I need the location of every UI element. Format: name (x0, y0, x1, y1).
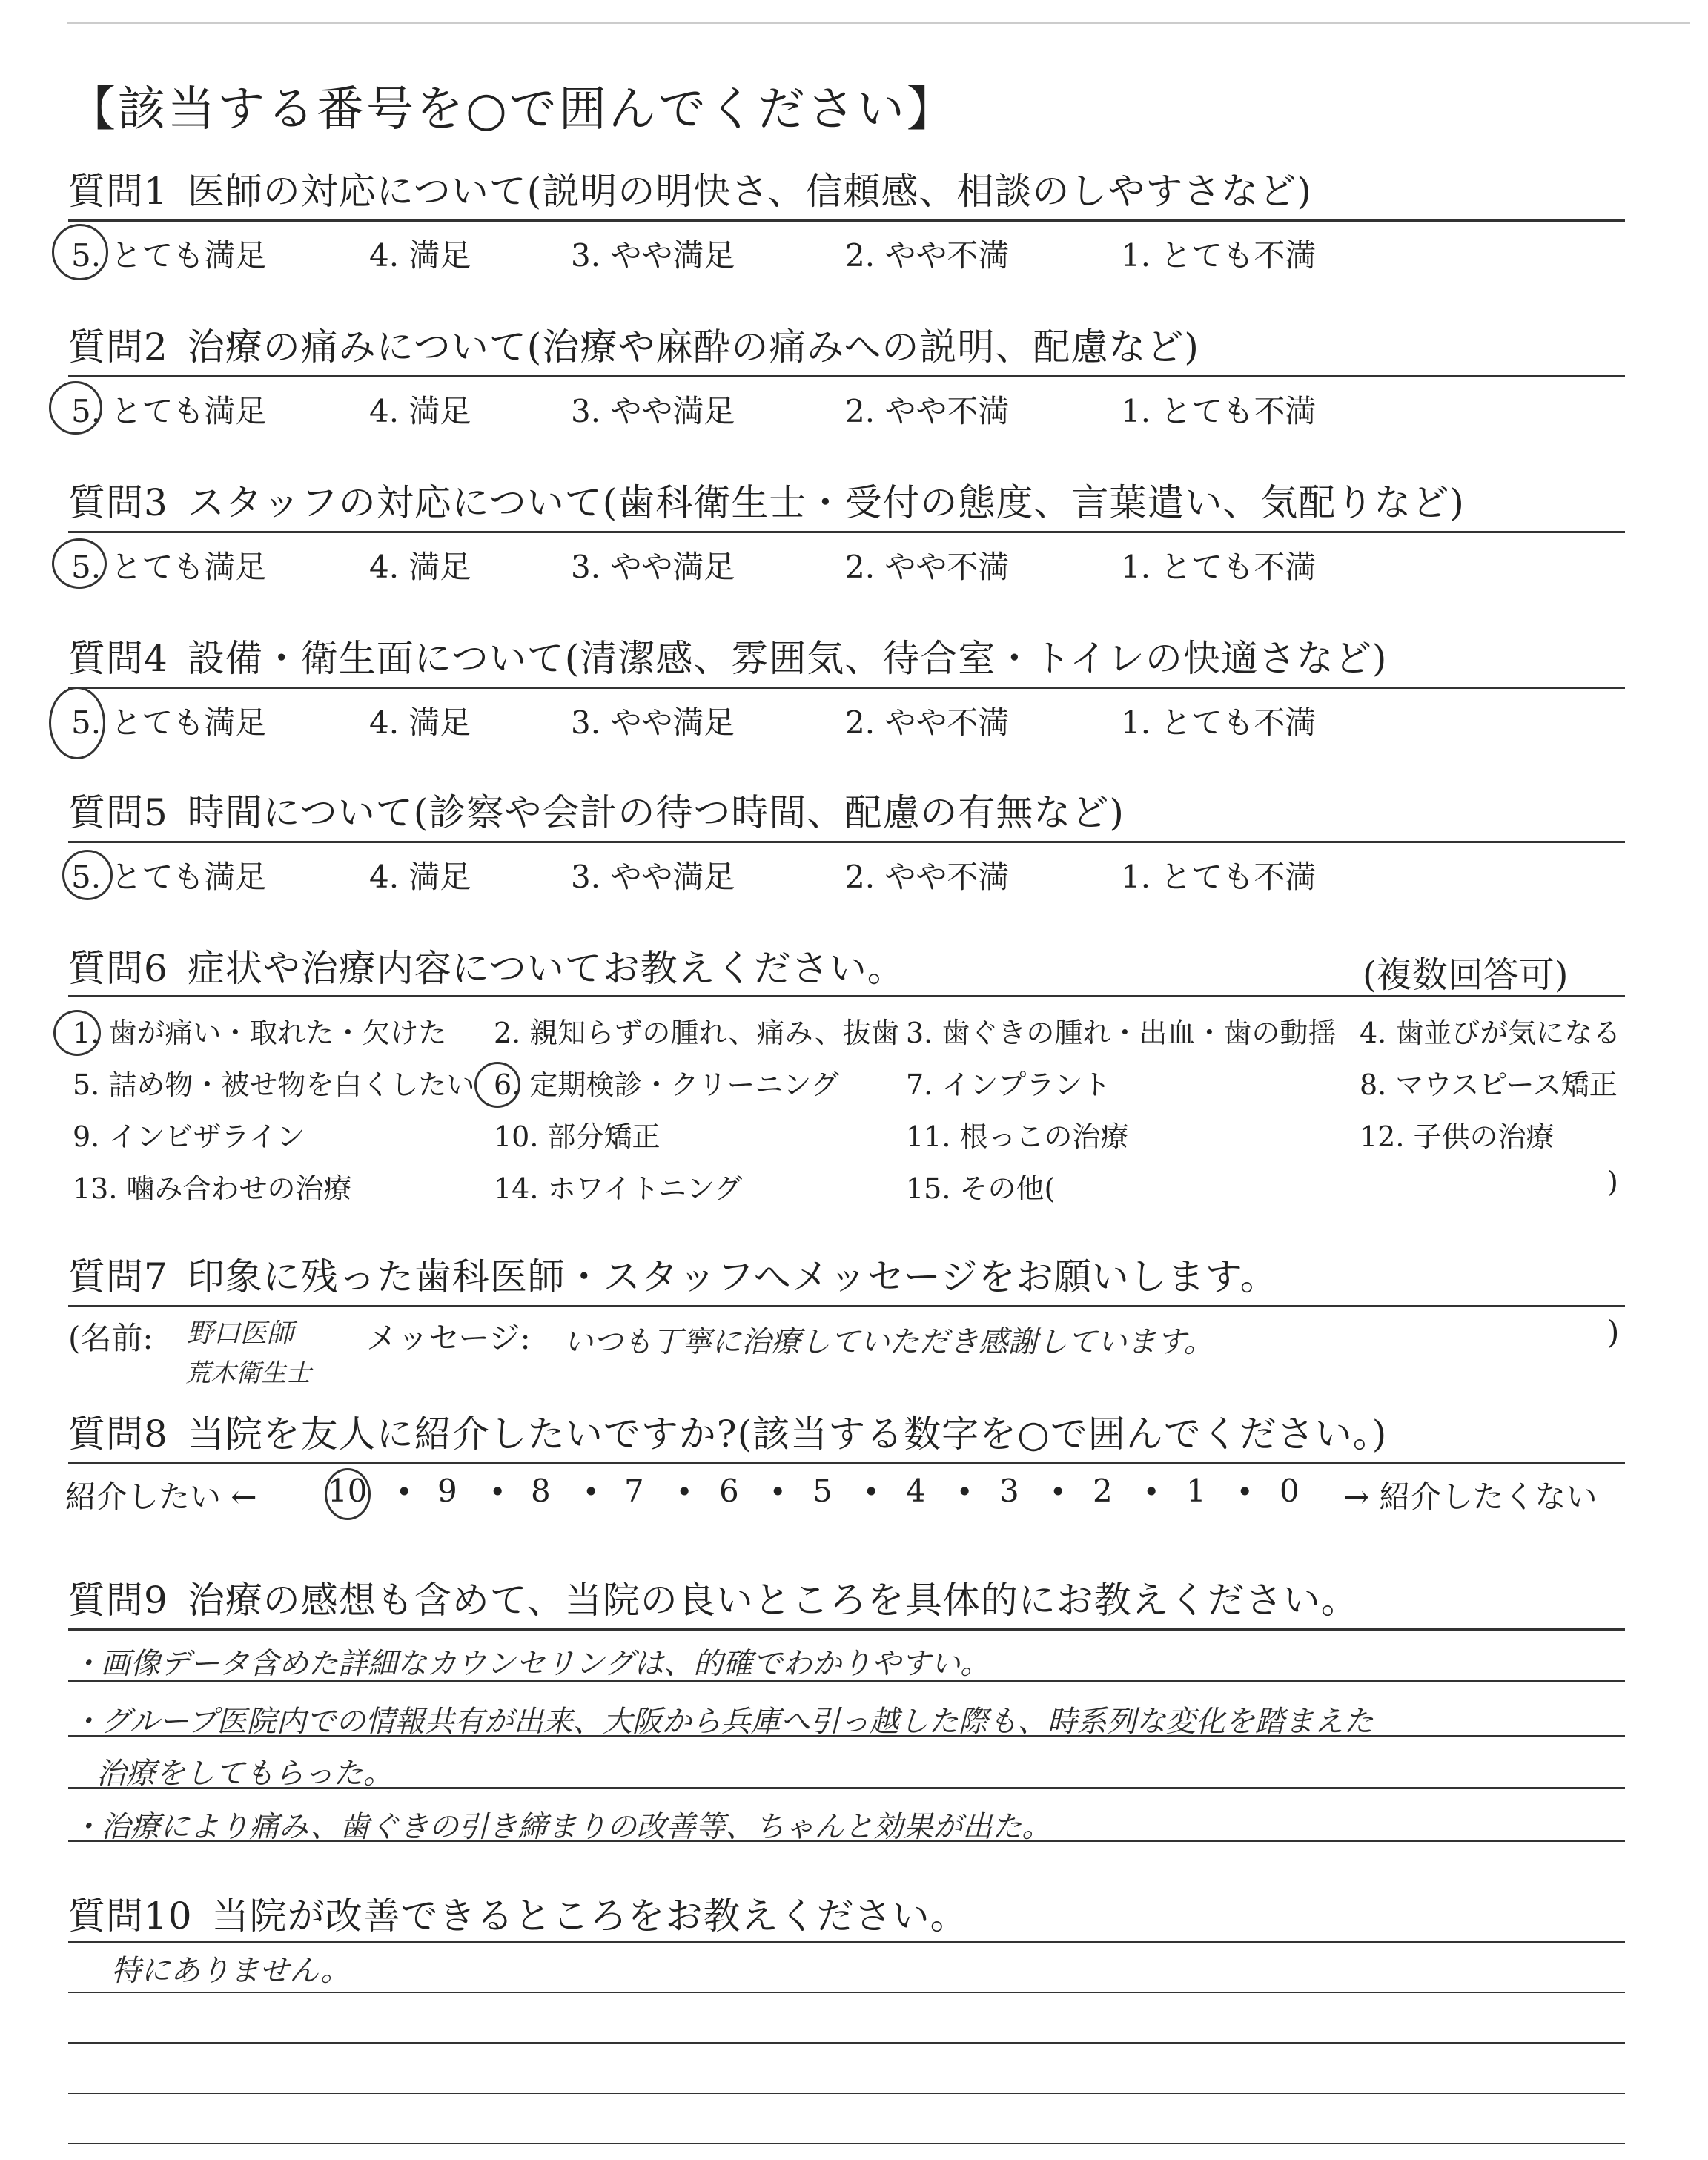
option-2[interactable]: 2. やや不満 (845, 859, 1010, 895)
selection-circle (49, 381, 102, 435)
staff-name-2: 荒木衛生士 (185, 1358, 311, 1388)
answer-line (68, 1680, 1625, 1682)
symptom-item-9[interactable]: 9. インビザライン (73, 1120, 305, 1153)
question-5 (68, 789, 1625, 836)
selection-circle (53, 1010, 101, 1056)
answer-line (68, 2143, 1625, 2144)
multi-answer-note: (複数回答可) (1363, 954, 1569, 996)
divider (68, 995, 1625, 997)
question-title: 印象に残った歯科医師・スタッフへメッセージをお願いします。 (187, 1255, 1278, 1298)
option-4[interactable]: 4. 満足 (369, 704, 471, 741)
question-10 (68, 1892, 1625, 1940)
option-4[interactable]: 4. 満足 (369, 393, 471, 429)
symptom-item-13[interactable]: 13. 噛み合わせの治療 (73, 1172, 352, 1205)
divider (68, 219, 1625, 222)
option-5[interactable]: 5. とても満足 (71, 237, 267, 274)
answer-line (68, 2042, 1625, 2044)
staff-name-1: 野口医師 (187, 1318, 294, 1349)
symptom-item-15[interactable]: 15. その他( (906, 1172, 1056, 1205)
divider (68, 531, 1625, 533)
question-number: 質問3 (68, 481, 168, 524)
divider (68, 375, 1625, 377)
scale-dot: • (396, 1476, 413, 1508)
scale-1[interactable]: 1 (1186, 1473, 1206, 1509)
scale-5[interactable]: 5 (812, 1473, 833, 1509)
question-title: 医師の対応について(説明の明快さ、信頼感、相談のしやすさなど) (187, 170, 1312, 213)
recommend-right-label: → 紹介したくない (1343, 1479, 1598, 1515)
question-title: 症状や治療内容についてお教えください。 (187, 947, 905, 990)
divider (68, 1941, 1625, 1943)
question-1 (68, 168, 1625, 215)
question-title: 当院が改善できるところをお教えください。 (211, 1895, 968, 1938)
option-5[interactable]: 5. とても満足 (71, 704, 267, 741)
option-1[interactable]: 1. とても不満 (1121, 549, 1317, 585)
option-4[interactable]: 4. 満足 (369, 237, 471, 274)
selection-circle (49, 687, 105, 759)
scale-6[interactable]: 6 (719, 1473, 739, 1509)
scale-dot: • (1237, 1476, 1254, 1508)
selection-circle (62, 850, 113, 900)
question-number: 質問6 (68, 947, 168, 990)
option-2[interactable]: 2. やや不満 (845, 237, 1010, 274)
divider (68, 1628, 1625, 1631)
question-number: 質問1 (68, 170, 168, 213)
option-2[interactable]: 2. やや不満 (845, 549, 1010, 585)
scale-3[interactable]: 3 (999, 1473, 1019, 1509)
question-number: 質問5 (68, 791, 168, 834)
option-5[interactable]: 5. とても満足 (71, 859, 267, 895)
scale-9[interactable]: 9 (437, 1473, 457, 1509)
scale-dot: • (583, 1476, 600, 1508)
question-number: 質問7 (68, 1255, 168, 1298)
divider (68, 841, 1625, 843)
answer-line (68, 1787, 1625, 1789)
scale-dot: • (676, 1476, 693, 1508)
option-3[interactable]: 3. やや満足 (571, 859, 735, 895)
symptom-item-2[interactable]: 2. 親知らずの腫れ、痛み、抜歯 (494, 1017, 899, 1049)
feedback-line-1: ・画像データ含めた詳細なカウンセリングは、的確でわかりやすい。 (71, 1647, 990, 1681)
symptom-item-6[interactable]: 6. 定期検診・クリーニング (494, 1069, 839, 1101)
question-title: 当院を友人に紹介したいですか?(該当する数字を○で囲んでください。) (187, 1413, 1388, 1456)
answer-line (68, 1840, 1625, 1842)
message-close-paren: ) (1607, 1314, 1620, 1350)
question-7 (68, 1253, 1625, 1301)
scale-8[interactable]: 8 (531, 1473, 551, 1509)
option-4[interactable]: 4. 満足 (369, 549, 471, 585)
scale-10[interactable]: 10 (328, 1473, 368, 1509)
option-2[interactable]: 2. やや不満 (845, 704, 1010, 741)
scale-dot: • (863, 1476, 880, 1508)
symptom-item-4[interactable]: 4. 歯並びが気になる (1360, 1017, 1621, 1049)
name-label: (名前: (68, 1320, 153, 1356)
scale-dot: • (1143, 1476, 1160, 1508)
option-5[interactable]: 5. とても満足 (71, 393, 267, 429)
question-4 (68, 635, 1625, 682)
question-number: 質問4 (68, 637, 168, 680)
recommend-left-label: 紹介したい ← (65, 1479, 257, 1515)
question-number: 質問2 (68, 326, 168, 369)
symptom-item-14[interactable]: 14. ホワイトニング (494, 1172, 743, 1205)
question-title: スタッフの対応について(歯科衛生士・受付の態度、言葉遣い、気配りなど) (187, 481, 1465, 524)
scale-dot: • (956, 1476, 973, 1508)
message-label: メッセージ: (366, 1320, 531, 1356)
divider (68, 687, 1625, 689)
other-close-paren: ) (1607, 1166, 1618, 1198)
message-text: いつも丁寧に治療していただき感謝しています。 (563, 1325, 1214, 1359)
question-title: 治療の感想も含めて、当院の良いところを具体的にお教えください。 (187, 1579, 1359, 1622)
feedback-line-4: ・治療により痛み、歯ぐきの引き締まりの改善等、ちゃんと効果が出た。 (71, 1810, 1052, 1844)
scale-7[interactable]: 7 (624, 1473, 644, 1509)
question-title: 治療の痛みについて(治療や麻酔の痛みへの説明、配慮など) (187, 326, 1199, 369)
scale-dot: • (1050, 1476, 1067, 1508)
question-2 (68, 323, 1625, 371)
selection-circle (52, 224, 108, 280)
symptom-item-11[interactable]: 11. 根っこの治療 (906, 1120, 1129, 1153)
option-3[interactable]: 3. やや満足 (571, 704, 735, 741)
answer-line (68, 2093, 1625, 2094)
option-3[interactable]: 3. やや満足 (571, 237, 735, 274)
option-1[interactable]: 1. とても不満 (1121, 859, 1317, 895)
option-1[interactable]: 1. とても不満 (1121, 393, 1317, 429)
question-number: 質問9 (68, 1579, 168, 1622)
question-title: 設備・衛生面について(清潔感、雰囲気、待合室・トイレの快適さなど) (187, 637, 1388, 680)
symptom-item-1[interactable]: 1. 歯が痛い・取れた・欠けた (73, 1017, 447, 1049)
selection-circle (474, 1062, 520, 1108)
question-title: 時間について(診察や会計の待つ時間、配慮の有無など) (187, 791, 1125, 834)
option-3[interactable]: 3. やや満足 (571, 393, 735, 429)
selection-circle (52, 538, 107, 589)
question-8 (68, 1410, 1625, 1458)
divider (68, 1305, 1625, 1307)
symptom-item-3[interactable]: 3. 歯ぐきの腫れ・出血・歯の動揺 (906, 1017, 1337, 1049)
scale-2[interactable]: 2 (1093, 1473, 1113, 1509)
option-3[interactable]: 3. やや満足 (571, 549, 735, 585)
selection-circle (325, 1468, 371, 1520)
symptom-item-7[interactable]: 7. インプラント (906, 1069, 1111, 1101)
scale-dot: • (769, 1476, 787, 1508)
option-2[interactable]: 2. やや不満 (845, 393, 1010, 429)
question-number: 質問10 (68, 1895, 193, 1938)
question-3 (68, 479, 1625, 526)
question-9 (68, 1576, 1625, 1624)
symptom-item-12[interactable]: 12. 子供の治療 (1360, 1120, 1555, 1153)
symptom-item-8[interactable]: 8. マウスピース矯正 (1360, 1069, 1618, 1101)
answer-line (68, 1992, 1625, 1993)
option-1[interactable]: 1. とても不満 (1121, 704, 1317, 741)
scale-4[interactable]: 4 (906, 1473, 926, 1509)
symptom-item-5[interactable]: 5. 詰め物・被せ物を白くしたい (73, 1069, 475, 1101)
answer-line (68, 1735, 1625, 1737)
option-4[interactable]: 4. 満足 (369, 859, 471, 895)
feedback-line-3: 治療をしてもらった。 (96, 1757, 393, 1791)
page-heading: 【該当する番号を○で囲んでください】 (68, 82, 956, 137)
option-1[interactable]: 1. とても不満 (1121, 237, 1317, 274)
divider (68, 1462, 1625, 1464)
scale-dot: • (489, 1476, 506, 1508)
scale-0[interactable]: 0 (1280, 1473, 1300, 1509)
feedback-line-2: ・グループ医院内での情報共有が出来、大阪から兵庫へ引っ越した際も、時系列な変化を踏まえた (71, 1705, 1374, 1739)
improvement-line-1: 特にありません。 (111, 1954, 351, 1988)
top-border (67, 22, 1690, 24)
option-5[interactable]: 5. とても満足 (71, 549, 267, 585)
question-number: 質問8 (68, 1413, 168, 1456)
symptom-item-10[interactable]: 10. 部分矯正 (494, 1120, 661, 1153)
